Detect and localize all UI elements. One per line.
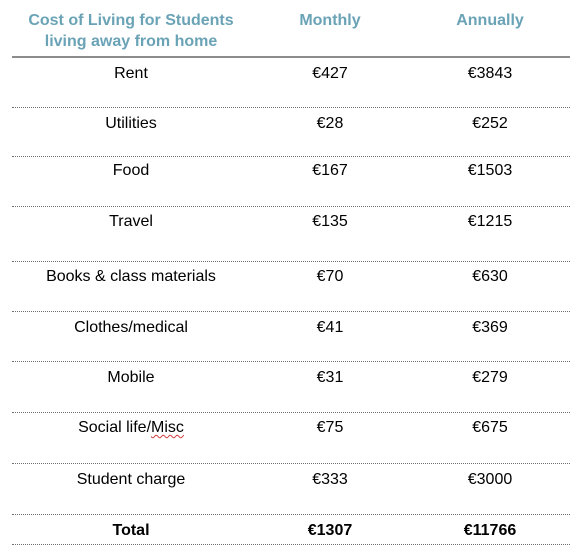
row-annually: €1503: [467, 162, 513, 179]
row-item: Student charge: [76, 471, 186, 488]
row-item: Rent: [114, 65, 148, 82]
row-annually: €252: [472, 115, 508, 132]
row-annually: €675: [472, 419, 508, 436]
header-annually: Annually: [456, 12, 524, 29]
row-monthly: €333: [312, 471, 348, 488]
row-monthly: €75: [316, 419, 344, 436]
table-row-books: [12, 262, 570, 312]
table-row-total: [12, 515, 570, 545]
row-monthly: €427: [312, 65, 348, 82]
row-item: Clothes/medical: [74, 319, 188, 336]
row-item: Utilities: [105, 115, 157, 132]
header-item: [12, 10, 250, 52]
table-row-food: [12, 157, 570, 207]
row-item: Mobile: [107, 369, 155, 386]
table-row-clothes-medical: [12, 312, 570, 362]
table-row-mobile: [12, 362, 570, 413]
row-item: [12, 418, 250, 438]
header-item-line2: living away from home: [44, 33, 218, 50]
row-annually: €630: [472, 268, 508, 285]
table-row-travel: [12, 207, 570, 262]
table-row-rent: [12, 58, 570, 108]
header-item-line1: Cost of Living for Students: [28, 12, 234, 29]
table-row-utilities: [12, 108, 570, 157]
row-monthly: €31: [316, 369, 344, 386]
total-label: Total: [112, 522, 150, 539]
row-annually: €3000: [467, 471, 513, 488]
table-row-social-life: [12, 413, 570, 464]
table-row-student-charge: [12, 464, 570, 515]
row-monthly: €135: [312, 213, 348, 230]
cost-of-living-table: [12, 0, 570, 545]
table-header: [12, 0, 570, 58]
row-item-prefix: Social life/: [78, 419, 152, 436]
row-annually: €3843: [467, 65, 513, 82]
row-annually: €279: [472, 369, 508, 386]
row-monthly: €28: [316, 115, 344, 132]
row-annually: €1215: [467, 213, 513, 230]
row-item: Food: [112, 162, 150, 179]
total-annually: €11766: [463, 522, 517, 539]
row-monthly: €167: [312, 162, 348, 179]
row-annually: €369: [472, 319, 508, 336]
row-monthly: €70: [316, 268, 344, 285]
total-monthly: €1307: [307, 522, 353, 539]
header-monthly: Monthly: [299, 12, 361, 29]
row-item: Travel: [109, 213, 153, 230]
row-item: Books & class materials: [46, 268, 216, 285]
spellcheck-flagged-word: Misc: [151, 419, 184, 436]
row-monthly: €41: [316, 319, 344, 336]
